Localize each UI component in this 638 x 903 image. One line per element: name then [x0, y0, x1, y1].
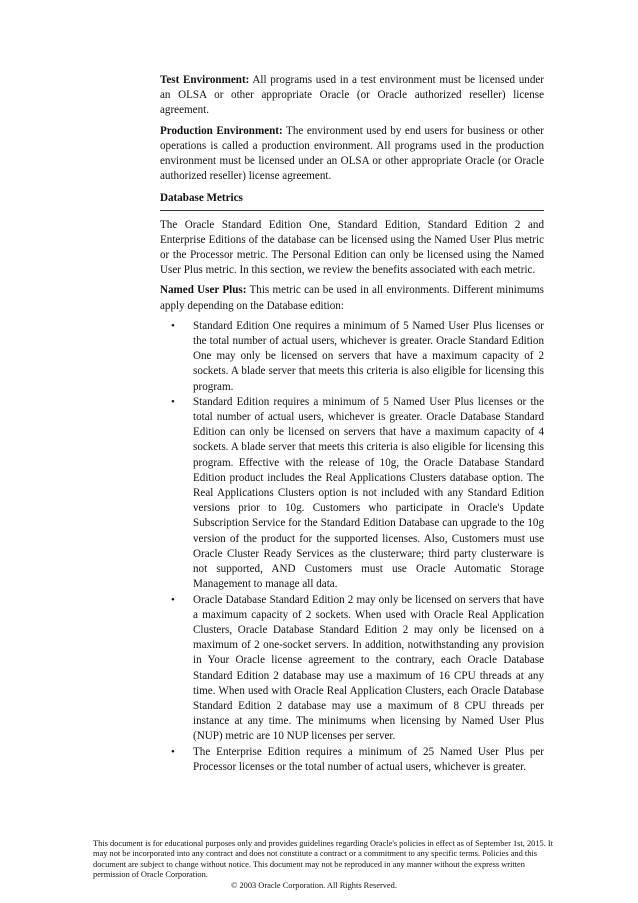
- list-item-text: Standard Edition One requires a minimum of 5 Named User Plus licenses or the total number of actual users, whichever is greater. Oracle Standard Edition One may only be licensed on servers that have a maximum capacity of 2 sockets. A blade server that meets this criteria is also eligible for licensing this program.: [193, 319, 544, 393]
- list-item-text: Standard Edition requires a minimum of 5 Named User Plus licenses or the total number of actual users, whichever is greater. Oracle Database Standard Edition can only be licensed on servers that have a maximum capacity of 4 sockets. A blade server that meets this criteria is also eligible for licensing this program. Effective with the release of 10g, the Oracle Database Standard Edition product includes the Real Applications Clusters database option. The Real Applications Clusters option is not included with any Standard Edition versions prior to 10g. Customers who participate in Oracle's Update Subscription Service for the Standard Edition Database can upgrade to the 10g version of the product for the supported licenses. Also, Customers must use Oracle Cluster Ready Services as the clusterware; third party clusterware is not supported, AND Customers must use Oracle Automatic Storage Management to manage all data.: [193, 395, 544, 591]
- bullet-icon: •: [171, 593, 175, 606]
- bullet-icon: •: [171, 395, 175, 408]
- list-item: [171, 593, 544, 745]
- list-item: [171, 319, 544, 395]
- footer-copyright: © 2003 Oracle Corporation. All Rights Reserved.: [231, 880, 397, 890]
- edition-minimums-list: [160, 319, 544, 775]
- database-metrics-heading: Database Metrics: [160, 191, 544, 210]
- bullet-icon: •: [171, 745, 175, 758]
- list-item: [171, 395, 544, 593]
- list-item-text: The Enterprise Edition requires a minimum of 25 Named User Plus per Processor licenses or the total number of actual users, whichever is greater.: [193, 745, 544, 773]
- named-user-plus-paragraph: [160, 283, 544, 313]
- named-user-plus-text: This metric can be used in all environments. Different minimums apply depending on the Database edition:: [160, 284, 544, 312]
- test-environment-paragraph: [160, 73, 544, 119]
- test-environment-term: Test Environment:: [160, 74, 250, 86]
- production-environment-term: Production Environment:: [160, 124, 283, 137]
- production-environment-paragraph: [160, 124, 544, 185]
- database-metrics-intro: The Oracle Standard Edition One, Standard Edition, Standard Edition 2 and Enterprise Editions of the database can be licensed using the Named User Plus metric or the Processor metric. The Personal Edition can only be licensed using the Named User Plus metric. In this section, we review the benefits associated with each metric.: [160, 218, 544, 277]
- test-environment-text: All programs used in a test environment must be licensed under an OLSA or other appropriate Oracle (or Oracle authorized reseller) license agreement.: [160, 74, 544, 117]
- list-item-text: Oracle Database Standard Edition 2 may only be licensed on servers that have a maximum capacity of 2 sockets. When used with Oracle Real Application Clusters, Oracle Database Standard Edition 2 may only be licensed on a maximum of 2 one-socket servers. In addition, notwithstanding any provision in Your Oracle license agreement to the contrary, each Oracle Database Standard Edition 2 database may use a maximum of 16 CPU threads at any time. When used with Oracle Real Application Clusters, each Oracle Database Standard Edition 2 database may use a maximum of 8 CPU threads per instance at any time. The minimums when licensing by Named User Plus (NUP) metric are 10 NUP licenses per server.: [193, 593, 544, 743]
- bullet-icon: •: [171, 319, 175, 332]
- production-environment-text: The environment used by end users for business or other operations is called a production environment. All programs used in the production environment must be licensed under an OLSA or other appropriate Oracle (or Oracle authorized reseller) license agreement.: [160, 124, 544, 183]
- footer-disclaimer: This document is for educational purposes only and provides guidelines regarding Oracle's policies in effect as of September 1st, 2015. It may not be incorporated into any contract and does not constitute a contract or a commitment to any specific terms. Policies and this document are subject to change without notice. This document may not be reproduced in any manner without the express written permission of Oracle Corporation.: [93, 839, 553, 880]
- named-user-plus-term: Named User Plus:: [160, 284, 247, 297]
- document-body: [160, 73, 544, 775]
- page-footer: [93, 839, 563, 891]
- list-item: [171, 745, 544, 775]
